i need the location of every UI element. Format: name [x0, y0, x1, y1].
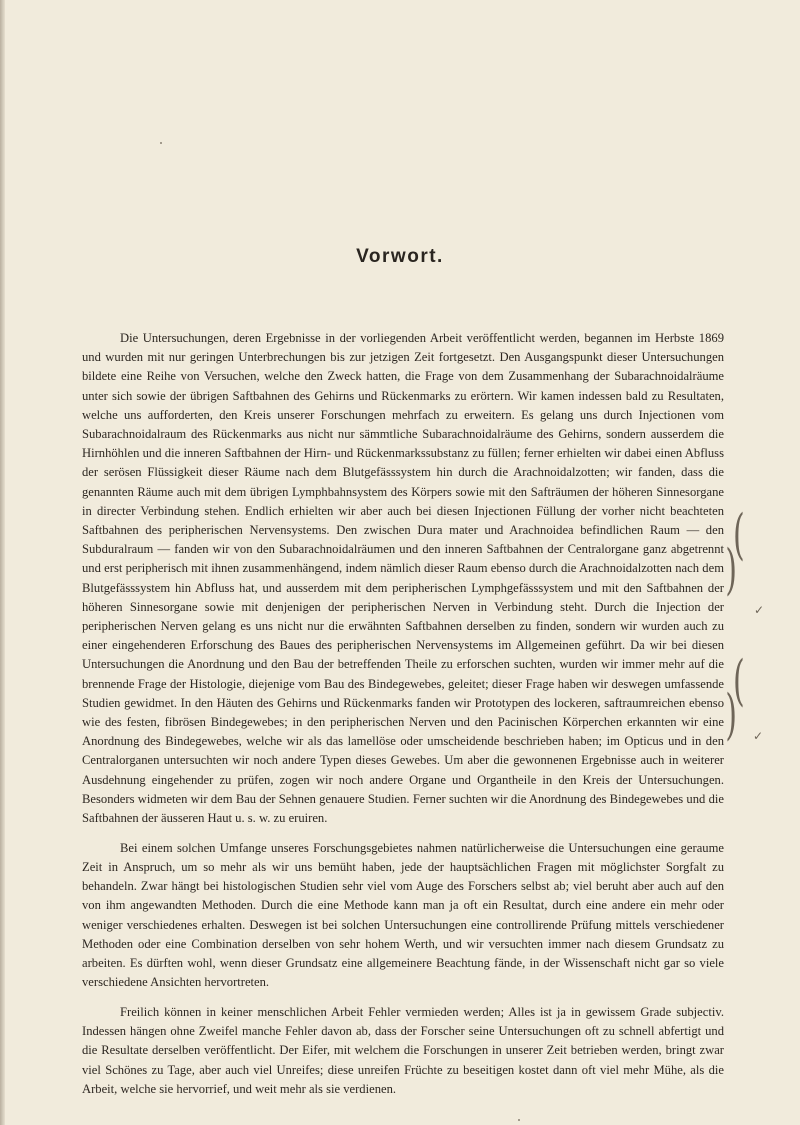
margin-bracket-upper-right: ( — [725, 539, 737, 603]
paper-speck — [160, 142, 162, 144]
page-title: Vorwort. — [356, 246, 444, 267]
margin-tick-upper: ✓ — [754, 603, 765, 617]
paragraph-1: Die Untersuchungen, deren Ergebnisse in der vorliegenden Arbeit veröffentlicht werden, begannen im Herbste 1869 und wurden mit nur geringen Unterbrechungen bis zur jetzigen Zeit fortgesetzt. Den Ausgangspunkt dieser Untersuchungen bildete eine Reihe von Versuchen, welche den Zweck hatten, die Frage von dem Zusammenhang der Subarachnoidalräume unter sich sowie der übrigen Saftbahnen des Gehirns und Rückenmarks zu erörtern. Wir kamen indessen bald zu Resultaten, welche uns aufforderten, den Kreis unserer Forschungen mehrfach zu erweitern. Es gelang uns durch Injectionen vom Subarachnoidalraum des Rückenmarks aus nicht nur sämmtliche Subarachnoidalräume des Gehirns, sondern ausserdem die Hirnhöhlen und die inneren Saftbahnen der Hirn- und Rückenmarkssubstanz zu füllen; ferner erhielten wir dabei einen Abfluss der serösen Flüssigkeit dieser Räume nach dem Blutgefässsystem hin durch die Arachnoidalzotten; wir fanden, dass die genannten Räume auch mit dem übrigen Lymphbahnsystem des Körpers sowie mit den Safträumen der höheren Sinnesorgane in directer Verbindung stehen. Endlich erhielten wir aber auch bei diesen Injectionen Füllung der vorher nicht beachteten Saftbahnen des peripherischen Nervensystems. Den zwischen Dura mater und Arachnoidea befindlichen Raum — den Subduralraum — fanden wir von den Subarachnoidalräumen und den inneren Saftbahnen der Centralorgane ganz abgetrennt und erst peripherisch mit ihnen zusammenhängend, indem nämlich dieser Raum ebenso durch die Arachnoidalzotten nach dem Blutgefässsystem hin Abfluss hat, und ausserdem mit dem peripherischen Lymphgefässsystem und mit den Saftbahnen der höheren Sinnesorgane sowie mit denjenigen der peripherischen Nerven in Verbindung steht. Durch die Injection der peripherischen Nerven gelang es uns nicht nur die erwähnten Saftbahnen derselben zu finden, sondern wir wurden auch zu einer eingehenderen Erforschung des Baues des peripherischen Nervensystems im Allgemeinen geführt. Da wir bei diesen Untersuchungen die Anordnung und den Bau der betreffenden Theile zu erforschen suchten, wurden wir immer mehr auf die brennende Frage der Histologie, diejenige vom Bau des Bindegewebes, geleitet; dieser Frage haben wir deswegen umfassende Studien gewidmet. In den Häuten des Gehirns und Rückenmarks fanden wir Prototypen des lockeren, saftraumreichen ebenso wie des festen, fibrösen Bindegewebes; in den peripherischen Nerven und den Pacinischen Körperchen erkannten wir eine Anordnung des Bindegewebes, welche wir als das lamellöse oder umscheidende beschrieben haben; im Opticus und in den Centralorganen untersuchten wir noch andere Typen dieses Gewebes. Um aber die gewonnenen Ergebnisse auch in weiterer Ausdehnung eingehender zu prüfen, zogen wir noch andere Organe und Organtheile in den Kreis der Untersuchungen. Besonders widmeten wir dem Bau der Sehnen genauere Studien. Ferner suchten wir die Anordnung des Bindegewebes und die Saftbahnen der äusseren Haut u. s. w. zu eruiren. — [82, 331, 724, 826]
margin-bracket-upper-left: ( — [733, 504, 745, 568]
margin-tick-lower: ✓ — [753, 729, 764, 743]
page-left-edge — [0, 0, 5, 1125]
margin-bracket-lower-left: ( — [733, 650, 745, 714]
margin-bracket-lower-right: ( — [725, 684, 737, 748]
preface-body — [82, 329, 724, 1099]
paragraph-2: Bei einem solchen Umfange unseres Forschungsgebietes nahmen natürlicherweise die Untersuchungen eine geraume Zeit in Anspruch, um so mehr als wir uns bemüht haben, jede der hauptsächlichen Fragen mit möglichster Sorgfalt zu behandeln. Zwar hängt bei histologischen Studien sehr viel vom Auge des Forschers selbst ab; viel beruht aber auch auf den von ihm angewandten Methoden. Durch die eine Methode kann man ja oft ein Resultat, durch eine andere ein mehr oder weniger verschiedenes erhalten. Deswegen ist bei solchen Untersuchungen eine controllirende Prüfung mittels verschiedener Methoden oder eine Combination derselben von sehr hohem Werth, und wir versuchten immer nach diesem Grundsatz zu arbeiten. Es dürften wohl, wenn dieser Grundsatz eine allgemeinere Beachtung fände, in der Wissenschaft nicht gar so viele verschiedene Ansichten hervortreten. — [82, 840, 724, 990]
paragraph-3: Freilich können in keiner menschlichen Arbeit Fehler vermieden werden; Alles ist ja in gewissem Grade subjectiv. Indessen hängen ohne Zweifel manche Fehler davon ab, dass der Forscher seine Untersuchungen oft zu schnell abfertigt und die Resultate derselben veröffentlicht. Der Eifer, mit welchem die Forschungen in unserer Zeit betrieben werden, bringt zwar viel Schönes zu Tage, aber auch viel Unreifes; diese unreifen Früchte zu beseitigen kostet dann oft viel mehr Mühe, als die Arbeit, welche sie hervorrief, und weit mehr als sie verdienen. — [82, 1004, 724, 1096]
paper-speck — [518, 1119, 520, 1121]
